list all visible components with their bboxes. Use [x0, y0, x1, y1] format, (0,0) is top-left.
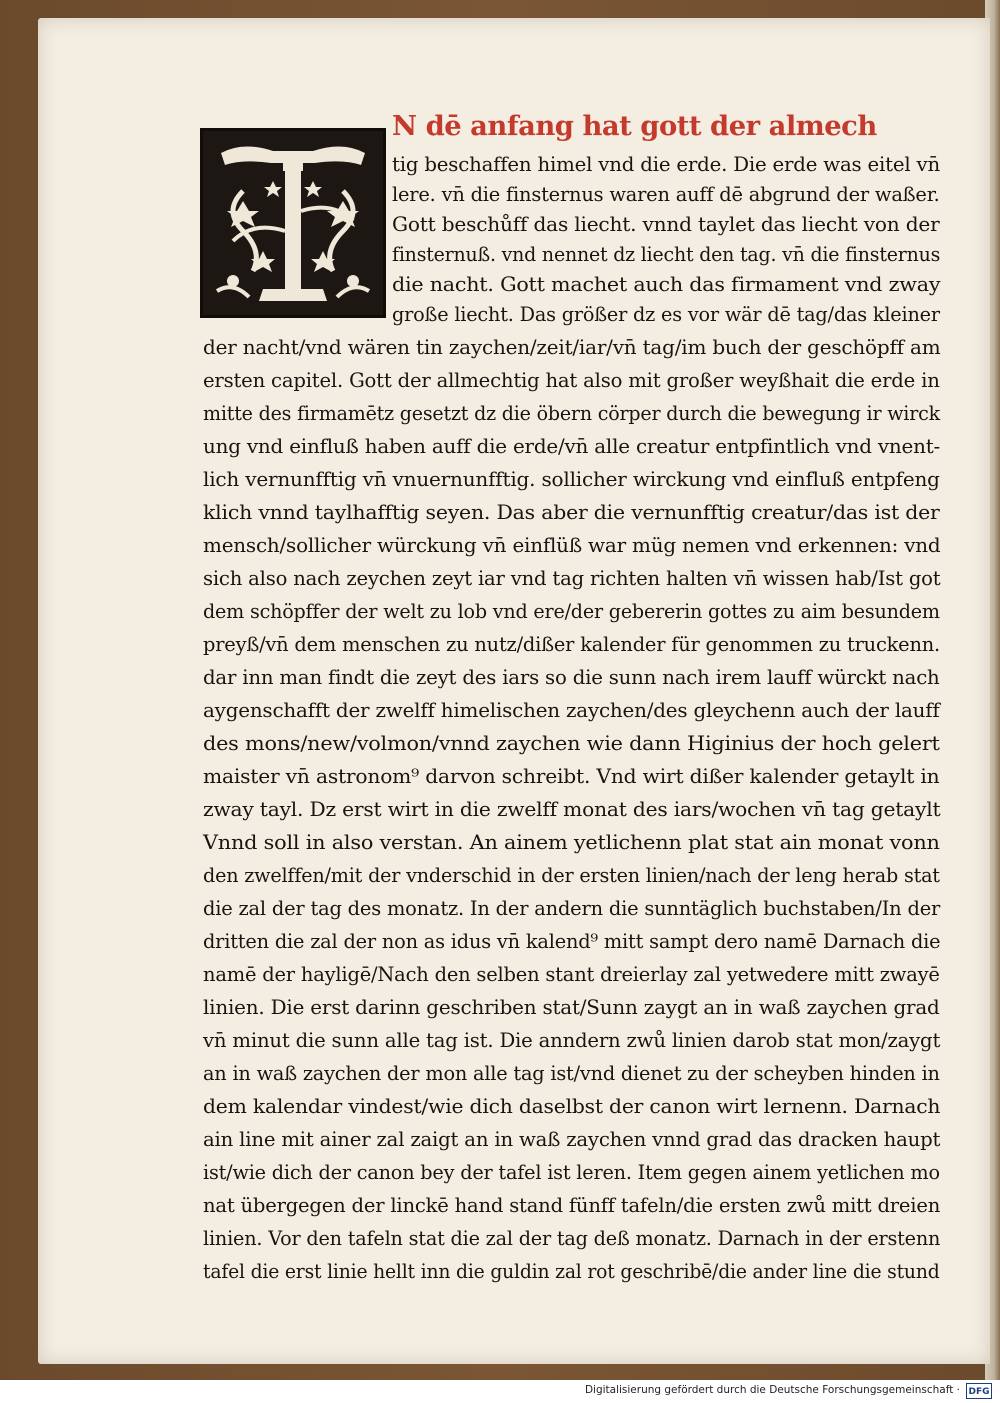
text-line: vn̄ minut die sunn alle tag ist. Die anndern zwů linien darob stat mon/zaygt	[203, 1029, 941, 1052]
text-line: die nacht. Gott machet auch das firmament vnd zway	[392, 273, 941, 296]
text-line: linien. Die erst darinn geschriben stat/Sunn zaygt an in waß zaychen grad	[203, 996, 940, 1019]
text-line: den zwelffen/mit der vnderschid in der ersten linien/nach der leng herab stat	[203, 864, 940, 887]
text-line: ain line mit ainer zal zaigt an in waß zaychen vnnd grad das dracken haupt	[203, 1128, 941, 1151]
text-line: ung vnd einfluß haben auff die erde/vn̄ alle creatur entpfintlich vnd vnent-	[203, 435, 941, 458]
text-line: namē der hayligē/Nach den selben stant dreierlay zal yetwedere mitt zwayē	[203, 963, 940, 986]
text-line: der nacht/vnd wären tin zaychen/zeit/iar/vn̄ tag/im buch der geschöpff am	[203, 336, 941, 359]
text-line: tig beschaffen himel vnd die erde. Die erde was eitel vn̄	[392, 153, 941, 176]
text-line: aygenschafft der zwelff himelischen zaychen/des gleychenn auch der lauff	[203, 699, 940, 722]
text-line: maister vn̄ astronom⁹ darvon schreibt. Vnd wirt dißer kalender getaylt in	[203, 765, 940, 788]
text-line: mitte des firmamētz gesetzt dz die öbern cörper durch die bewegung ir wirck	[203, 402, 940, 425]
text-line: an in waß zaychen der mon alle tag ist/vnd dienet zu der scheyben hinden in	[203, 1062, 940, 1085]
dfg-logo-icon: DFG	[966, 1383, 992, 1399]
text-line: sich also nach zeychen zeyt iar vnd tag richten halten vn̄ wissen hab/Ist got	[203, 567, 941, 590]
text-line: lich vernunfftig vn̄ vnuernunfftig. sollicher wirckung vnd einfluß entpfeng	[203, 468, 940, 491]
text-line: nat übergegen der linckē hand stand fünff tafeln/die ersten zwů mitt dreien	[203, 1194, 941, 1217]
funding-note: Digitalisierung gefördert durch die Deutsche Forschungsgemeinschaft ·	[584, 1384, 960, 1396]
text-line: klich vnnd taylhafftig seyen. Das aber die vernunfftig creatur/das ist der	[203, 501, 940, 524]
text-line: linien. Vor den tafeln stat die zal der tag deß monatz. Darnach in der erstenn	[203, 1227, 941, 1250]
text-line: ersten capitel. Gott der allmechtig hat also mit großer weyßhait die erde in	[203, 369, 940, 392]
text-line: tafel die erst linie hellt inn die guldin zal rot geschribē/die ander line die stund	[203, 1260, 940, 1283]
text-line: dem kalendar vindest/wie dich daselbst der canon wirt lernenn. Darnach	[203, 1095, 941, 1118]
text-line: dritten die zal der non as idus vn̄ kalend⁹ mitt sampt dero namē Darnach die	[203, 930, 941, 953]
text-line: zway tayl. Dz erst wirt in die zwelff monat des iars/wochen vn̄ tag getaylt	[203, 798, 941, 821]
text-line: mensch/sollicher würckung vn̄ einflüß war müg nemen vnd erkennen: vnd	[203, 534, 941, 557]
text-line: große liecht. Das größer dz es vor wär dē tag/das kleiner	[392, 303, 940, 326]
text-line: dem schöpffer der welt zu lob vnd ere/der gebererin gottes zu aim besundem	[203, 600, 940, 623]
footer-bar	[0, 1380, 1000, 1403]
text-line: des mons/new/volmon/vnnd zaychen wie dann Higinius der hoch gelert	[203, 732, 940, 755]
text-line: Gott beschůff das liecht. vnnd taylet das liecht von der	[392, 213, 940, 236]
text-line: lere. vn̄ die finsternus waren auff dē abgrund der waßer.	[392, 183, 940, 206]
text-line: ist/wie dich der canon bey der tafel ist leren. Item gegen ainem yetlichen mo	[203, 1161, 940, 1184]
text-line: finsternuß. vnd nennet dz liecht den tag. vn̄ die finsternus	[392, 243, 941, 266]
text-line: die zal der tag des monatz. In der andern die sunntäglich buchstaben/In der	[203, 897, 941, 920]
heading-line: N dē anfang hat gott der almech	[392, 111, 877, 142]
text-line: Vnnd soll in also verstan. An ainem yetlichenn plat stat ain monat vonn	[203, 831, 940, 854]
text-line: preyß/vn̄ dem menschen zu nutz/dißer kalender für genommen zu truckenn.	[203, 633, 941, 656]
text-line: dar inn man findt die zeyt des iars so die sunn nach irem lauff würckt nach	[203, 666, 940, 689]
